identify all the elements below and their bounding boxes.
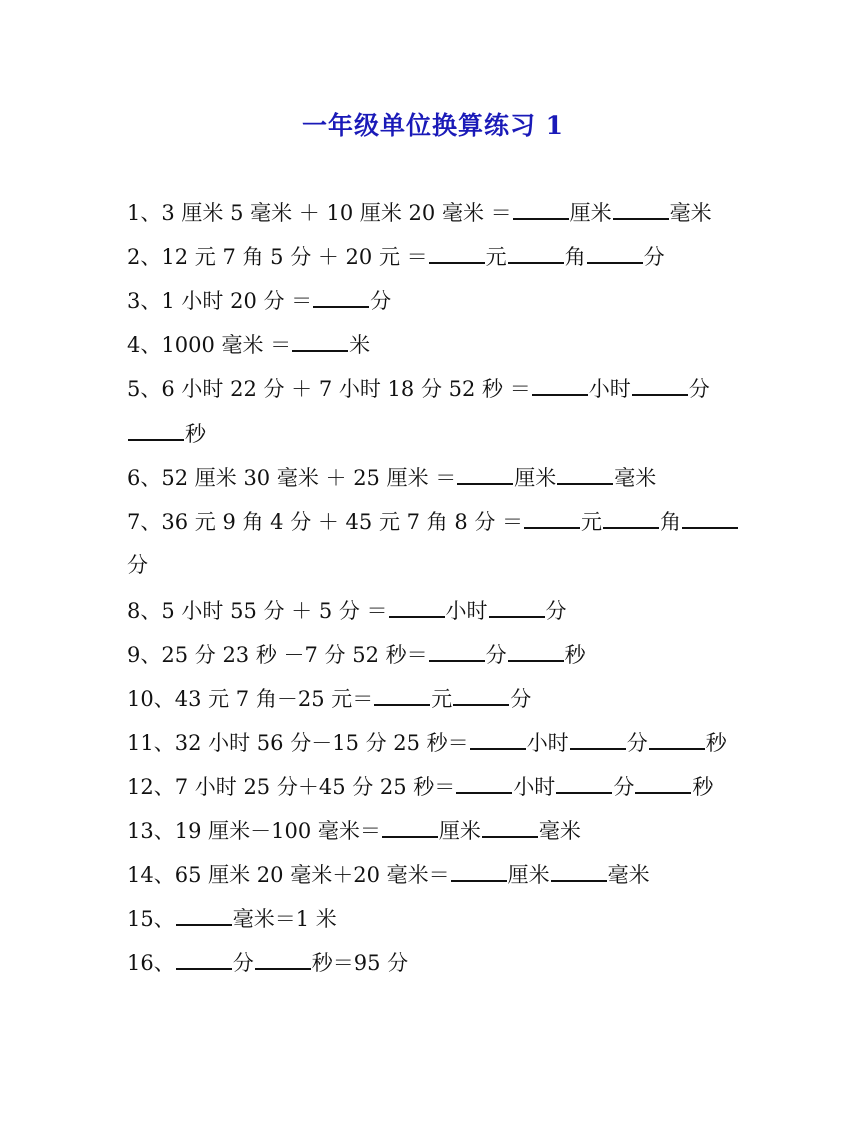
problem-line: [127, 507, 739, 536]
answer-blank[interactable]: [682, 507, 738, 529]
problem-line: [127, 640, 586, 669]
unit-label: 毫米: [538, 819, 581, 843]
problem-line: [127, 330, 370, 359]
answer-blank[interactable]: [451, 860, 507, 882]
answer-blank[interactable]: [513, 198, 569, 220]
problem-number: 13、: [127, 819, 175, 843]
answer-blank[interactable]: [570, 728, 626, 750]
problem-expression: 25 分 23 秒 －7 分 52 秒＝: [161, 643, 428, 667]
problem-expression: 12 元 7 角 5 分 ＋ 20 元 ＝: [161, 245, 428, 269]
problem-number: 1、: [127, 201, 162, 225]
problem-expression: 65 厘米 20 毫米＋20 毫米＝: [174, 863, 450, 887]
problem-line: [127, 551, 148, 579]
problem-line: [127, 860, 650, 889]
answer-blank[interactable]: [632, 374, 688, 396]
answer-blank[interactable]: [551, 860, 607, 882]
problem-number: 16、: [127, 951, 175, 975]
problem-number: 11、: [127, 731, 175, 755]
answer-blank[interactable]: [374, 684, 430, 706]
problem-expression: 1000 毫米 ＝: [161, 333, 292, 357]
unit-label: 厘米: [514, 466, 557, 490]
unit-label: 秒: [692, 775, 714, 799]
problem-number: 6、: [127, 466, 162, 490]
unit-label: 秒: [564, 643, 586, 667]
problem-expression: 3 厘米 5 毫米 ＋ 10 厘米 20 毫米 ＝: [161, 201, 512, 225]
answer-blank[interactable]: [635, 772, 691, 794]
problem-line: [127, 904, 337, 933]
unit-label: 分: [370, 289, 392, 313]
problem-line: [127, 286, 391, 315]
answer-blank[interactable]: [508, 242, 564, 264]
unit-label: 小时: [588, 377, 631, 401]
problem-expression: 7 小时 25 分＋45 分 25 秒＝: [174, 775, 456, 799]
problem-expression: 19 厘米－100 毫米＝: [174, 819, 381, 843]
problem-expression: 43 元 7 角－25 元＝: [174, 687, 374, 711]
unit-label: 元: [581, 510, 603, 534]
problem-number: 7、: [127, 510, 162, 534]
answer-blank[interactable]: [313, 286, 369, 308]
problem-line: [127, 596, 567, 625]
problem-number: 5、: [127, 377, 162, 401]
problem-line: [127, 242, 665, 271]
unit-label: 厘米: [569, 201, 612, 225]
answer-blank[interactable]: [128, 419, 184, 441]
answer-blank[interactable]: [457, 463, 513, 485]
unit-label: 分: [643, 245, 665, 269]
problem-line: [127, 772, 713, 801]
problem-number: 14、: [127, 863, 175, 887]
answer-blank[interactable]: [429, 640, 485, 662]
unit-label: 毫米: [607, 863, 650, 887]
answer-blank[interactable]: [453, 684, 509, 706]
unit-label: 厘米: [507, 863, 550, 887]
problem-line: [127, 684, 531, 713]
problem-line: [127, 198, 712, 227]
unit-label: 秒＝95 分: [311, 951, 409, 975]
answer-blank[interactable]: [489, 596, 545, 618]
answer-blank[interactable]: [470, 728, 526, 750]
unit-label: 秒: [185, 422, 206, 446]
answer-blank[interactable]: [603, 507, 659, 529]
problem-expression: 32 小时 56 分－15 分 25 秒＝: [174, 731, 469, 755]
unit-label: 毫米: [614, 466, 657, 490]
answer-blank[interactable]: [557, 463, 613, 485]
answer-blank[interactable]: [524, 507, 580, 529]
problem-number: 2、: [127, 245, 162, 269]
unit-label: 元: [485, 245, 507, 269]
problem-number: 8、: [127, 599, 162, 623]
problem-number: 12、: [127, 775, 175, 799]
unit-label: 小时: [513, 775, 556, 799]
page-title: 一年级单位换算练习 1: [301, 111, 565, 140]
unit-label: 分: [485, 643, 507, 667]
problem-number: 3、: [127, 289, 162, 313]
answer-blank[interactable]: [482, 816, 538, 838]
problem-number: 15、: [127, 907, 175, 931]
problem-number: 9、: [127, 643, 162, 667]
answer-blank[interactable]: [556, 772, 612, 794]
unit-label: 分: [613, 775, 635, 799]
unit-label: 分: [232, 951, 254, 975]
answer-blank[interactable]: [532, 374, 588, 396]
unit-label: 米: [349, 333, 371, 357]
unit-label: 分: [688, 377, 710, 401]
answer-blank[interactable]: [456, 772, 512, 794]
problem-line: [127, 463, 656, 492]
unit-label: 小时: [445, 599, 488, 623]
problem-expression: 分: [127, 553, 148, 577]
answer-blank[interactable]: [292, 330, 348, 352]
answer-blank[interactable]: [389, 596, 445, 618]
answer-blank[interactable]: [176, 904, 232, 926]
unit-label: 毫米＝1 米: [232, 907, 337, 931]
unit-label: 分: [626, 731, 648, 755]
answer-blank[interactable]: [429, 242, 485, 264]
problem-line: [127, 728, 727, 757]
answer-blank[interactable]: [176, 948, 232, 970]
unit-label: 元: [431, 687, 453, 711]
problem-line: [127, 816, 581, 845]
unit-label: 厘米: [438, 819, 481, 843]
problem-expression: 1 小时 20 分 ＝: [161, 289, 313, 313]
unit-label: 角: [660, 510, 682, 534]
problem-number: 10、: [127, 687, 175, 711]
problem-line: [127, 948, 408, 977]
answer-blank[interactable]: [382, 816, 438, 838]
problem-expression: 6 小时 22 分 ＋ 7 小时 18 分 52 秒 ＝: [161, 377, 531, 401]
answer-blank[interactable]: [587, 242, 643, 264]
problem-expression: 5 小时 55 分 ＋ 5 分 ＝: [161, 599, 388, 623]
unit-label: 分: [545, 599, 567, 623]
answer-blank[interactable]: [508, 640, 564, 662]
unit-label: 秒: [705, 731, 727, 755]
problem-line: [127, 419, 206, 448]
unit-label: 分: [510, 687, 532, 711]
unit-label: 小时: [526, 731, 569, 755]
answer-blank[interactable]: [255, 948, 311, 970]
answer-blank[interactable]: [649, 728, 705, 750]
problem-expression: 52 厘米 30 毫米 ＋ 25 厘米 ＝: [161, 466, 457, 490]
unit-label: 毫米: [669, 201, 712, 225]
problem-expression: 36 元 9 角 4 分 ＋ 45 元 7 角 8 分 ＝: [161, 510, 524, 534]
unit-label: 角: [564, 245, 586, 269]
problem-number: 4、: [127, 333, 162, 357]
problem-line: [127, 374, 710, 403]
answer-blank[interactable]: [613, 198, 669, 220]
